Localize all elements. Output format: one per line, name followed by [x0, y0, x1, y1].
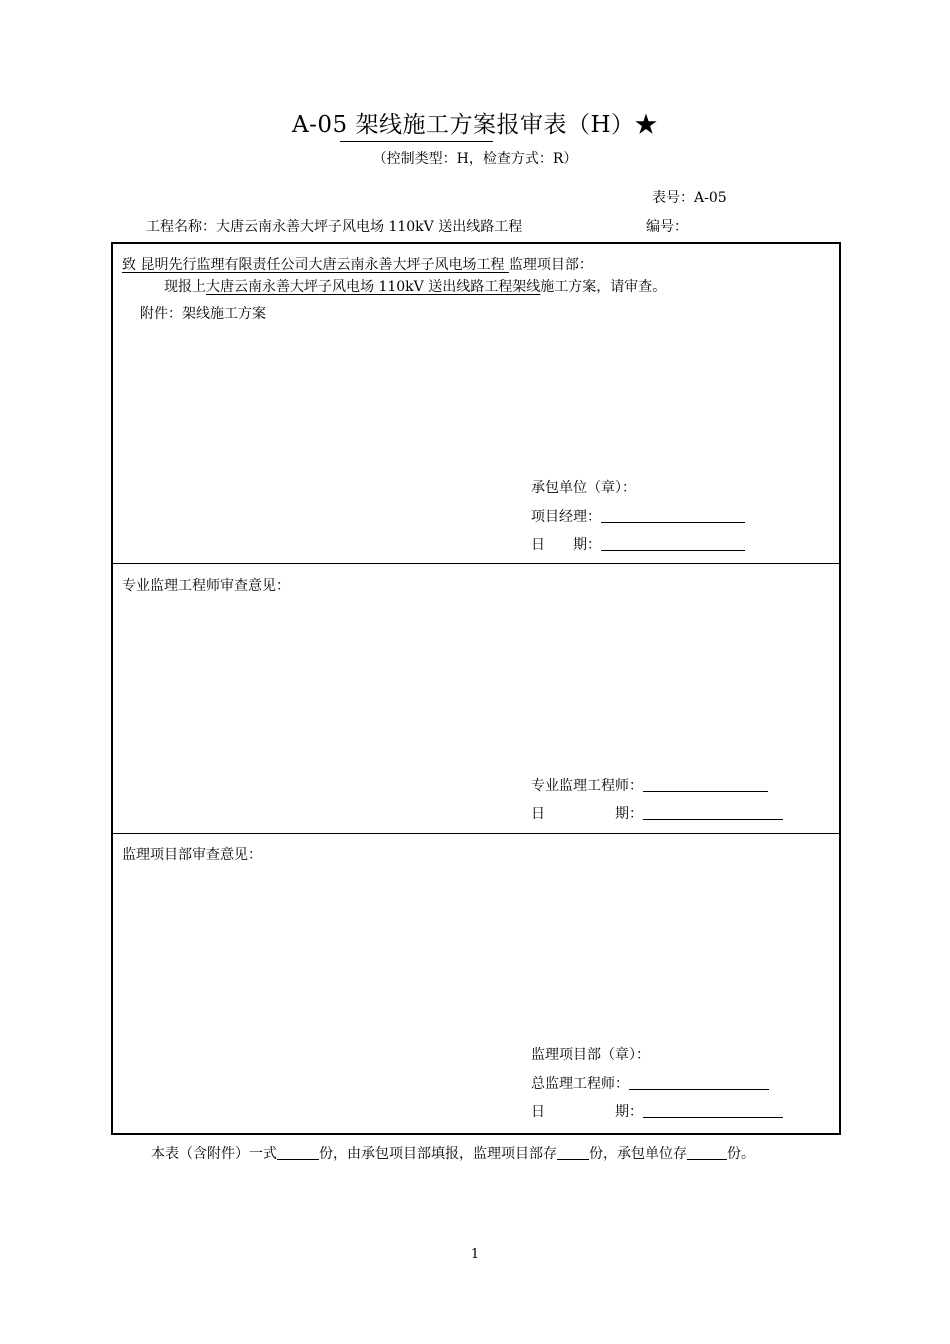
engineer-date-right: 期：	[615, 806, 643, 822]
footnote-part2: 份，由承包项目部填报，监理项目部存	[319, 1146, 557, 1162]
chief-engineer-label: 总监理工程师：	[531, 1076, 629, 1092]
report-prefix: 现报上	[164, 279, 206, 295]
form-table	[111, 242, 841, 1135]
page-number: 1	[470, 1247, 480, 1262]
dept-date-left: 日	[531, 1104, 545, 1120]
copies-footnote	[151, 1143, 755, 1163]
project-name-row	[146, 216, 522, 236]
contractor-date-field[interactable]	[601, 536, 745, 551]
footnote-part4: 份。	[727, 1146, 755, 1162]
contractor-seal-label: 承包单位（章）：	[531, 480, 636, 496]
addressee-line	[122, 254, 593, 274]
report-suffix: 施工方案，请审查。	[540, 279, 667, 295]
dept-date-right: 期：	[615, 1104, 643, 1120]
project-label: 工程名称：	[146, 219, 216, 235]
contractor-date-label: 日 期：	[531, 537, 601, 553]
footnote-part3: 份，承包单位存	[589, 1146, 687, 1162]
supervision-org: 昆明先行监理有限责任公司大唐云南永善大坪子风电场工程	[136, 257, 509, 273]
serial-number-label: 编号：	[646, 219, 688, 235]
engineer-date-left: 日	[531, 806, 545, 822]
dept-seal-label: 监理项目部（章）：	[531, 1047, 650, 1063]
engineer-label: 专业监理工程师：	[531, 778, 643, 794]
dept-opinion-heading: 监理项目部审查意见：	[122, 847, 262, 863]
project-name: 大唐云南永善大坪子风电场 110kV 送出线路工程	[216, 219, 523, 235]
dept-date-field[interactable]	[643, 1103, 783, 1118]
report-project: 大唐云南永善大坪子风电场 110kV 送出线路工程架线	[206, 279, 541, 295]
engineer-opinion-heading: 专业监理工程师审查意见：	[122, 578, 290, 594]
chief-engineer-field[interactable]	[629, 1075, 769, 1090]
contractor-copies-field[interactable]	[687, 1145, 727, 1160]
engineer-row	[531, 775, 768, 795]
title-underline	[340, 141, 493, 142]
total-copies-field[interactable]	[277, 1145, 319, 1160]
engineer-date-field[interactable]	[643, 805, 783, 820]
contractor-date-row	[531, 534, 745, 554]
footnote-part1: 本表（含附件）一式	[151, 1146, 277, 1162]
form-number: 表号：A-05	[652, 190, 727, 206]
form-subtitle: （控制类型：H，检查方式：R）	[372, 151, 578, 167]
engineer-signature-field[interactable]	[643, 777, 768, 792]
to-suffix: 监理项目部：	[508, 257, 593, 273]
project-manager-field[interactable]	[601, 508, 745, 523]
form-title: A-05 架线施工方案报审表（H）★	[291, 112, 659, 138]
project-manager-row	[531, 506, 745, 526]
report-line	[164, 276, 666, 296]
row-divider-1	[111, 563, 841, 564]
engineer-date-row	[531, 803, 783, 823]
dept-date-row	[531, 1101, 783, 1121]
project-manager-label: 项目经理：	[531, 509, 601, 525]
to-prefix: 致	[122, 257, 136, 273]
attachment-line: 附件：架线施工方案	[140, 306, 266, 322]
chief-engineer-row	[531, 1073, 769, 1093]
supervision-copies-field[interactable]	[557, 1145, 589, 1160]
row-divider-2	[111, 833, 841, 834]
